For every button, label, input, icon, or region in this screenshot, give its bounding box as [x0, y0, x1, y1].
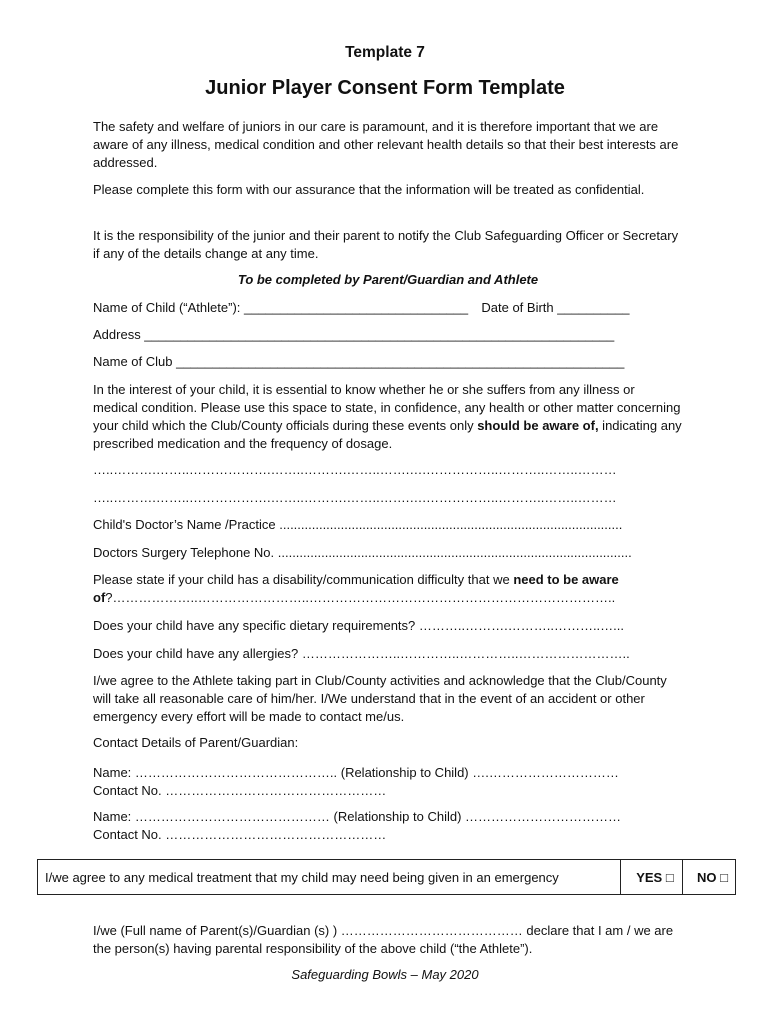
address-field[interactable]: Address _________________________________________________________________ [93, 327, 615, 342]
template-label: Template 7 [345, 44, 425, 61]
doctor-name-field[interactable]: Child's Doctor’s Name /Practice ............................................................................................... [93, 517, 623, 532]
medical-intro-tail: indicating any prescribed medication and the frequency of dosage. [93, 418, 682, 451]
medical-info-paragraph [93, 381, 683, 453]
contact-1-name-field[interactable]: Name: ……………………………………….. (Relationship to Child) ….………………………… [93, 765, 619, 780]
agreement-paragraph: I/we agree to the Athlete taking part in Club/County activities and acknowledge that the Club/County will take all reasonable care of him/her. I/We understand that in the event of an accident or other emergency every effort will be made to contact me/us. [93, 673, 667, 724]
disability-dots: ?………………..……………………..…………………………………………………………….. [105, 590, 616, 605]
intro-paragraph-2: Please complete this form with our assurance that the information will be treated as confidential. [93, 182, 645, 197]
intro-paragraph-1: The safety and welfare of juniors in our care is paramount, and it is therefore important that we are aware of any illness, medical condition and other relevant health details so that their best interests are addressed. [93, 119, 679, 170]
medical-info-line-1[interactable]: …..……….……..……………….……..……….……..…….….……………..………..……..……… [93, 462, 617, 477]
yes-checkbox[interactable]: □ [665, 869, 674, 885]
surgery-phone-field[interactable]: Doctors Surgery Telephone No. .................................................................................................. [93, 545, 632, 560]
medical-info-line-2[interactable]: …..……….……..……………….……..……….……..…….….……………..………..……..……… [93, 490, 617, 505]
yes-label: YES [636, 869, 663, 885]
medical-consent-row [38, 860, 736, 895]
dietary-field[interactable]: Does your child have any specific dietary requirements? ………..……….………..………..…... [93, 618, 625, 633]
form-title: Junior Player Consent Form Template [205, 77, 565, 99]
section-heading: To be completed by Parent/Guardian and Athlete [237, 272, 539, 287]
consent-yes-option[interactable] [621, 860, 683, 895]
child-name-label: Name of Child (“Athlete”): _______________________________ [93, 300, 469, 315]
contact-2-name-field[interactable]: Name: ……………………………………… (Relationship to Child) ……………………………… [93, 809, 622, 824]
no-label: NO [696, 869, 717, 885]
disability-field[interactable] [93, 571, 683, 607]
declaration-field[interactable]: I/we (Full name of Parent(s)/Guardian (s) ) …………………………………… declare that I am / we are the person(s) having parental responsibility of the above child (“the Athlete”). [93, 923, 674, 956]
intro-paragraph-3: It is the responsibility of the junior and their parent to notify the Club Safeguarding Officer or Secretary if any of the details change at any time. [93, 228, 679, 261]
consent-no-option[interactable] [682, 860, 735, 895]
medical-consent-question: I/we agree to any medical treatment that my child may need being given in an emergency [38, 860, 621, 895]
medical-intro-text: In the interest of your child, it is essential to know whether he or she suffers from any illness or medical condition. Please use this space to state, in confidence, any health or other matter concerning your child which the Club/County officials during these events only [93, 382, 681, 433]
allergies-field[interactable]: Does your child have any allergies? …………………..…………..…………..…………………….. [93, 646, 630, 661]
contact-2-number-field[interactable]: Contact No. …………………………………………… [93, 827, 387, 842]
child-name-field[interactable] [93, 299, 683, 317]
medical-intro-bold: should be aware of, [477, 418, 599, 433]
disability-bold: need to be aware of [93, 572, 619, 605]
disability-text: Please state if your child has a disability/communication difficulty that we [93, 572, 514, 587]
contact-heading: Contact Details of Parent/Guardian: [93, 735, 299, 750]
medical-consent-table [37, 859, 736, 895]
club-name-field[interactable]: Name of Club ______________________________________________________________ [93, 354, 625, 369]
contact-1-number-field[interactable]: Contact No. …………………………………………… [93, 783, 387, 798]
date-of-birth-label: Date of Birth __________ [481, 300, 630, 315]
no-checkbox[interactable]: □ [720, 869, 728, 885]
footer: Safeguarding Bowls – May 2020 [291, 967, 479, 982]
